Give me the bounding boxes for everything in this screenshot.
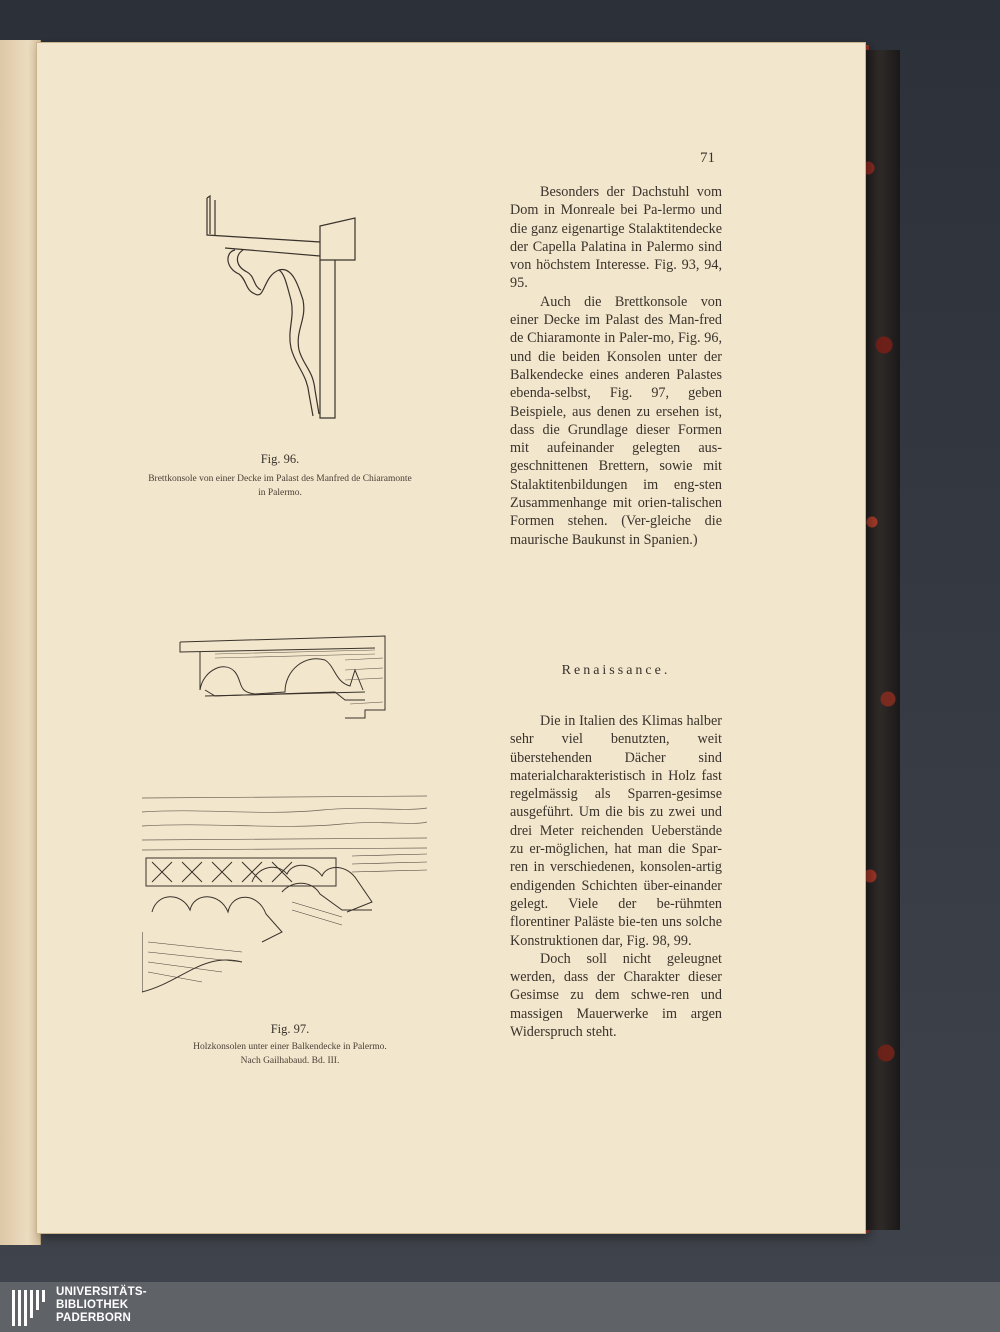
library-logo-text xyxy=(56,1286,147,1325)
fig96-caption-line1: Brettkonsole von einer Decke im Palast des Manfred de Chiaramonte xyxy=(148,474,412,484)
previous-page-edge xyxy=(0,40,41,1245)
fig97-upper-drawing xyxy=(175,630,390,720)
logo-line: PADERBORN xyxy=(56,1312,132,1324)
fig97-caption-line2: Nach Gailhabaud. Bd. III. xyxy=(240,1056,340,1066)
paragraph: Auch die Brettkonsole von einer Decke im Palast des Man-fred de Chiaramonte in Paler-mo, Fig. 96, und die beiden Konsolen unter der Balkendecke eines anderen Palastes ebenda-selbst, Fig. 97, geben Beispiele, aus denen zu ersehen ist, dass die Grundlage dieser Formen mit aufeinander gelegten aus-geschnittenen Brettern, sowie mit Stalaktitenbildungen im eng-sten Zusammenhange mit orien-talischen Formen stehen. (Ver-gleiche die maurische Baukunst in Spanien.) xyxy=(510,293,722,548)
footer-bar xyxy=(0,1282,1000,1332)
fig97-caption xyxy=(140,1040,440,1068)
logo-line: BIBLIOTHEK xyxy=(56,1299,129,1311)
fig97-lower-drawing xyxy=(142,792,427,997)
marbled-cover xyxy=(860,50,900,1230)
fig96-caption-line2: in Palermo. xyxy=(258,488,302,498)
logo-line: UNIVERSITÄTS- xyxy=(56,1286,147,1298)
fig96-caption xyxy=(110,472,450,500)
fig97-label: Fig. 97. xyxy=(270,1022,310,1036)
text-column-top xyxy=(510,183,722,549)
fig96-drawing xyxy=(195,190,365,425)
fig97-caption-line1: Holzkonsolen unter einer Balkendecke in Palermo. xyxy=(193,1042,387,1052)
text-column-bottom xyxy=(510,712,722,1041)
paragraph: Die in Italien des Klimas halber sehr viel benutzten, weit überstehenden Dächer sind materialcharakteristisch in Holz fast regelmässig als Sparren-gesimse ausgeführt. Um die bis zu zwei und drei Meter reichenden Ueberstände zu er-möglichen, hat man die Spar-ren in verschiedenen, konsolen-artig endigenden Schichten über-einander gelegt. Viele der be-rühmten florentiner Paläste bie-ten uns solche Konstruktionen dar, Fig. 98, 99. xyxy=(510,713,722,949)
library-logo-icon xyxy=(10,1288,50,1328)
paragraph: Besonders der Dachstuhl vom Dom in Monreale bei Pa-lermo und die ganz eigenartige Stalaktitendecke der Capella Palatina in Palermo sind von höchstem Interesse. Fig. 93, 94, 95. xyxy=(510,184,722,292)
page-number: 71 xyxy=(700,150,715,166)
fig96-label: Fig. 96. xyxy=(260,452,300,466)
paragraph: Doch soll nicht geleugnet werden, dass der Charakter dieser Gesimse zu dem schwe-ren und massigen Mauerwerke im argen Widerspruch steht. xyxy=(510,950,722,1041)
section-heading: Renaissance. xyxy=(561,663,671,678)
